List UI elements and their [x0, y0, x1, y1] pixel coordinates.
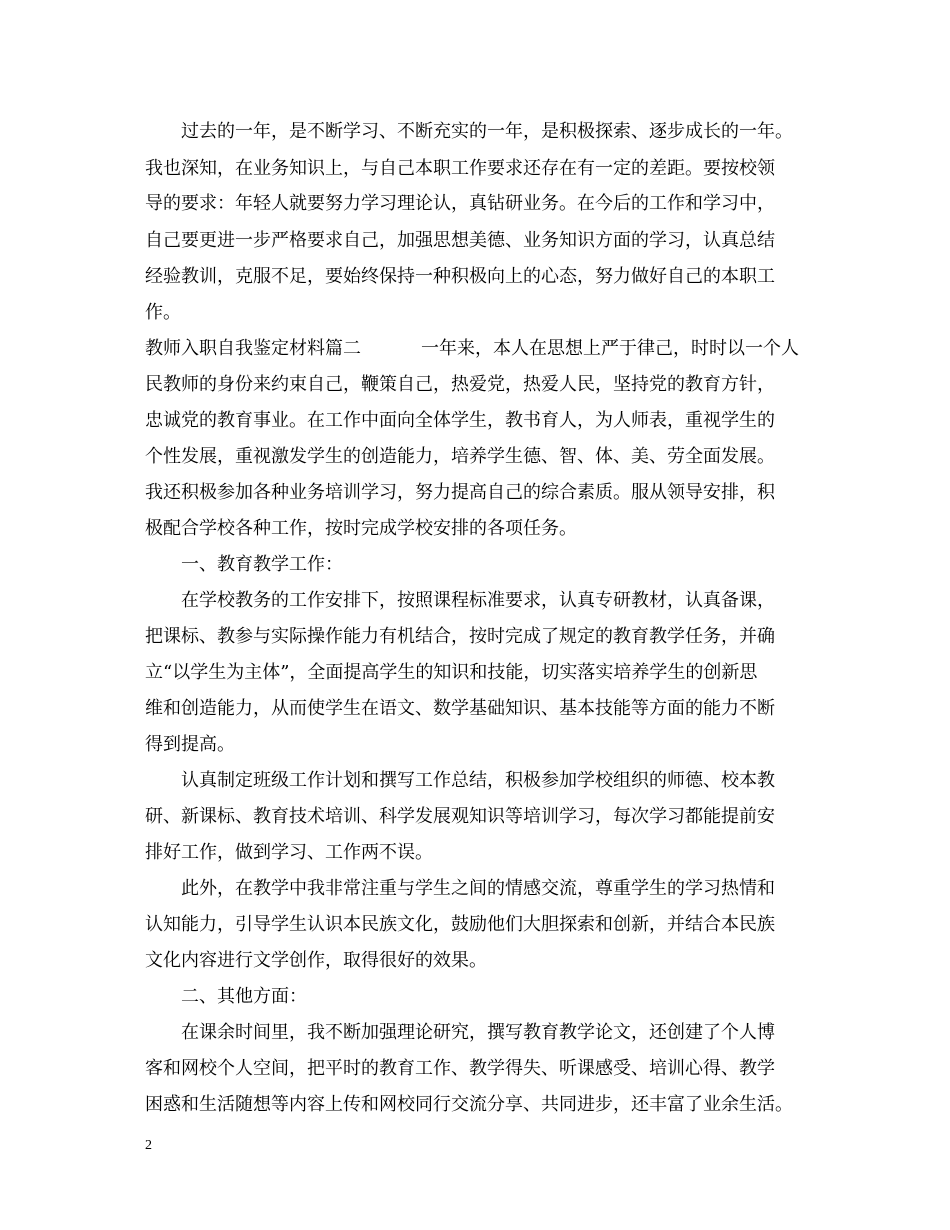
section-title: 教师入职自我鉴定材料篇二 — [145, 338, 361, 359]
paragraph-line: 经验教训，克服不足，要始终保持一种积极向上的心态，努力做好自己的本职工 — [145, 266, 775, 287]
paragraph-line: 认知能力，引导学生认识本民族文化，鼓励他们大胆探索和创新，并结合本民族 — [145, 914, 775, 935]
paragraph-line: 客和网校个人空间，把平时的教育工作、教学得失、听课感受、培训心得、教学 — [145, 1058, 775, 1079]
paragraph-line: 忠诚党的教育事业。在工作中面向全体学生，教书育人，为人师表，重视学生的 — [145, 410, 775, 431]
paragraph-line: 排好工作，做到学习、工作两不误。 — [145, 842, 433, 863]
paragraph-line: 在学校教务的工作安排下，按照课程标准要求，认真专研教材，认真备课， — [181, 590, 775, 611]
paragraph-line: 此外，在教学中我非常注重与学生之间的情感交流，尊重学生的学习热情和 — [181, 878, 775, 899]
paragraph-line: 个性发展，重视激发学生的创造能力，培养学生德、智、体、美、劳全面发展。 — [145, 446, 775, 467]
paragraph-line: 极配合学校各种工作，按时完成学校安排的各项任务。 — [145, 518, 577, 539]
paragraph-line: 困惑和生活随想等内容上传和网校同行交流分享、共同进步，还丰富了业余生活。 — [145, 1094, 793, 1115]
page-number: 2 — [145, 1138, 152, 1153]
paragraph-line: 在课余时间里，我不断加强理论研究，撰写教育教学论文，还创建了个人博 — [181, 1022, 775, 1043]
paragraph-text: 一年来，本人在思想上严于律己，时时以一个人 — [421, 338, 799, 359]
paragraph-line: 立“以学生为主体”，全面提高学生的知识和技能，切实落实培养学生的创新思 — [145, 662, 758, 683]
paragraph-line: 自己要更进一步严格要求自己，加强思想美德、业务知识方面的学习，认真总结 — [145, 230, 775, 251]
subheading-other: 二、其他方面： — [181, 986, 307, 1007]
paragraph-line: 我还积极参加各种业务培训学习，努力提高自己的综合素质。服从领导安排，积 — [145, 482, 775, 503]
paragraph-line: 得到提高。 — [145, 734, 235, 755]
paragraph-line: 过去的一年，是不断学习、不断充实的一年，是积极探索、逐步成长的一年。 — [181, 121, 793, 142]
section-heading-line — [145, 338, 950, 360]
paragraph-line: 维和创造能力，从而使学生在语文、数学基础知识、基本技能等方面的能力不断 — [145, 698, 775, 719]
paragraph-line: 认真制定班级工作计划和撰写工作总结，积极参加学校组织的师德、校本教 — [181, 770, 775, 791]
subheading-education: 一、教育教学工作： — [181, 554, 343, 575]
paragraph-line: 研、新课标、教育技术培训、科学发展观知识等培训学习，每次学习都能提前安 — [145, 806, 775, 827]
paragraph-line: 民教师的身份来约束自己，鞭策自己，热爱党，热爱人民，坚持党的教育方针， — [145, 374, 775, 395]
paragraph-line: 作。 — [145, 302, 181, 323]
paragraph-line: 导的要求：年轻人就要努力学习理论认，真钻研业务。在今后的工作和学习中， — [145, 193, 775, 214]
paragraph-line: 把课标、教参与实际操作能力有机结合，按时完成了规定的教育教学任务，并确 — [145, 626, 775, 647]
paragraph-line: 文化内容进行文学创作，取得很好的效果。 — [145, 950, 487, 971]
paragraph-line: 我也深知，在业务知识上，与自己本职工作要求还存在有一定的差距。要按校领 — [145, 158, 775, 179]
